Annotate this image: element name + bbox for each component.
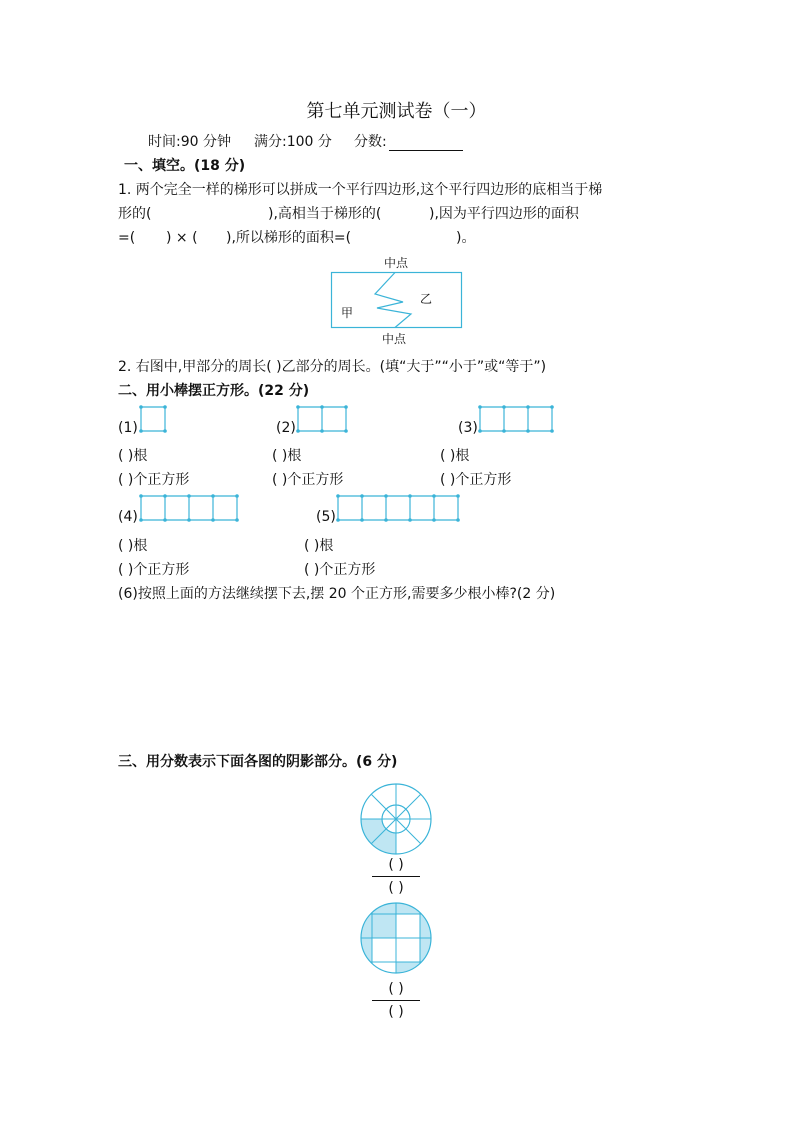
fraction-1[interactable] xyxy=(366,856,426,897)
stick-joint xyxy=(336,494,340,498)
page-title: 第七单元测试卷（一） xyxy=(306,101,487,122)
stick-squares-4 xyxy=(139,494,239,522)
item1-sticks-blank[interactable]: ( )根 xyxy=(118,448,148,464)
item4-sticks-blank[interactable]: ( )根 xyxy=(118,538,148,554)
stick-joint xyxy=(139,494,143,498)
circle-figure-1 xyxy=(360,783,432,855)
stick-joint xyxy=(187,518,191,522)
item1-label: (1) xyxy=(118,420,138,436)
item1-squares-blank[interactable]: ( )个正方形 xyxy=(118,472,190,488)
stick-joint xyxy=(502,429,506,433)
stick-joint xyxy=(502,405,506,409)
section1-heading: 一、填空。(18 分) xyxy=(124,158,246,174)
stick-joint xyxy=(163,494,167,498)
stick-joint xyxy=(163,429,167,433)
item2-sticks-blank[interactable]: ( )根 xyxy=(272,448,302,464)
stick-joint xyxy=(384,494,388,498)
stick-joint xyxy=(320,405,324,409)
q1-text-c: ),因为平行四边形的面积 xyxy=(429,206,579,222)
q1-text-d: =( xyxy=(118,230,136,246)
stick-joint xyxy=(336,518,340,522)
fraction-2-numerator[interactable]: ( ) xyxy=(388,981,404,997)
stick-joint xyxy=(163,405,167,409)
item5-label: (5) xyxy=(316,509,336,525)
q1-text-f: ),所以梯形的面积=( xyxy=(226,230,352,246)
item4-squares-blank[interactable]: ( )个正方形 xyxy=(118,562,190,578)
stick-joint xyxy=(478,429,482,433)
q1-text-a: 形的( xyxy=(118,206,152,222)
score-blank[interactable] xyxy=(389,136,463,151)
q1-text-g: )。 xyxy=(456,230,476,246)
item2-label: (2) xyxy=(276,420,296,436)
part-b-label: 乙 xyxy=(420,292,433,306)
circle-figure-2 xyxy=(360,902,432,974)
stick-joint xyxy=(432,494,436,498)
fraction-2[interactable] xyxy=(366,980,426,1021)
item3-label: (3) xyxy=(458,420,478,436)
stick-joint xyxy=(526,405,530,409)
fraction-2-bar xyxy=(372,1000,420,1001)
exam-time: 时间:90 分钟 xyxy=(148,134,231,150)
score-label: 分数: xyxy=(354,134,387,150)
stick-joint xyxy=(211,518,215,522)
q1-text-e: ) × ( xyxy=(166,230,198,246)
stick-joint xyxy=(296,429,300,433)
stick-squares-3 xyxy=(478,405,554,433)
part-a-label: 甲 xyxy=(341,306,354,320)
item3-sticks-blank[interactable]: ( )根 xyxy=(440,448,470,464)
fraction-1-denominator[interactable]: ( ) xyxy=(388,880,404,896)
full-score: 满分:100 分 xyxy=(254,134,332,150)
item4-label: (4) xyxy=(118,509,138,525)
q1-line1: 1. 两个完全一样的梯形可以拼成一个平行四边形,这个平行四边形的底相当于梯 xyxy=(118,182,603,198)
stick-joint xyxy=(526,429,530,433)
stick-joint xyxy=(344,429,348,433)
stick-joint xyxy=(139,518,143,522)
stick-joint xyxy=(478,405,482,409)
item5-sticks-blank[interactable]: ( )根 xyxy=(304,538,334,554)
stick-joint xyxy=(456,518,460,522)
q6-text: (6)按照上面的方法继续摆下去,摆 20 个正方形,需要多少根小棒?(2 分) xyxy=(118,586,556,602)
stick-squares-1 xyxy=(139,405,167,433)
q2-text: 2. 右图中,甲部分的周长( )乙部分的周长。(填“大于”“小于”或“等于”) xyxy=(118,359,547,375)
q1-text-b: ),高相当于梯形的( xyxy=(268,206,382,222)
stick-joint xyxy=(344,405,348,409)
stick-joint xyxy=(408,494,412,498)
item3-squares-blank[interactable]: ( )个正方形 xyxy=(440,472,512,488)
stick-joint xyxy=(211,494,215,498)
stick-joint xyxy=(139,429,143,433)
section3-heading: 三、用分数表示下面各图的阴影部分。(6 分) xyxy=(118,754,398,770)
item2-squares-blank[interactable]: ( )个正方形 xyxy=(272,472,344,488)
stick-joint xyxy=(139,405,143,409)
stick-joint xyxy=(550,429,554,433)
stick-joint xyxy=(235,518,239,522)
stick-joint xyxy=(320,429,324,433)
zigzag-line xyxy=(375,273,411,328)
stick-joint xyxy=(163,518,167,522)
item5-squares-blank[interactable]: ( )个正方形 xyxy=(304,562,376,578)
bottom-midpoint-label: 中点 xyxy=(382,332,407,346)
stick-joint xyxy=(408,518,412,522)
section2-heading: 二、用小棒摆正方形。(22 分) xyxy=(118,383,310,399)
fraction-1-numerator[interactable]: ( ) xyxy=(388,857,404,873)
stick-squares-2 xyxy=(296,405,348,433)
stick-joint xyxy=(296,405,300,409)
top-midpoint-label: 中点 xyxy=(384,256,409,270)
stick-joint xyxy=(456,494,460,498)
fraction-1-bar xyxy=(372,876,420,877)
fraction-2-denominator[interactable]: ( ) xyxy=(388,1004,404,1020)
stick-joint xyxy=(550,405,554,409)
stick-squares-5 xyxy=(336,494,460,522)
stick-joint xyxy=(235,494,239,498)
stick-joint xyxy=(432,518,436,522)
stick-joint xyxy=(360,494,364,498)
stick-joint xyxy=(384,518,388,522)
stick-joint xyxy=(187,494,191,498)
stick-joint xyxy=(360,518,364,522)
score-field[interactable] xyxy=(354,133,463,151)
